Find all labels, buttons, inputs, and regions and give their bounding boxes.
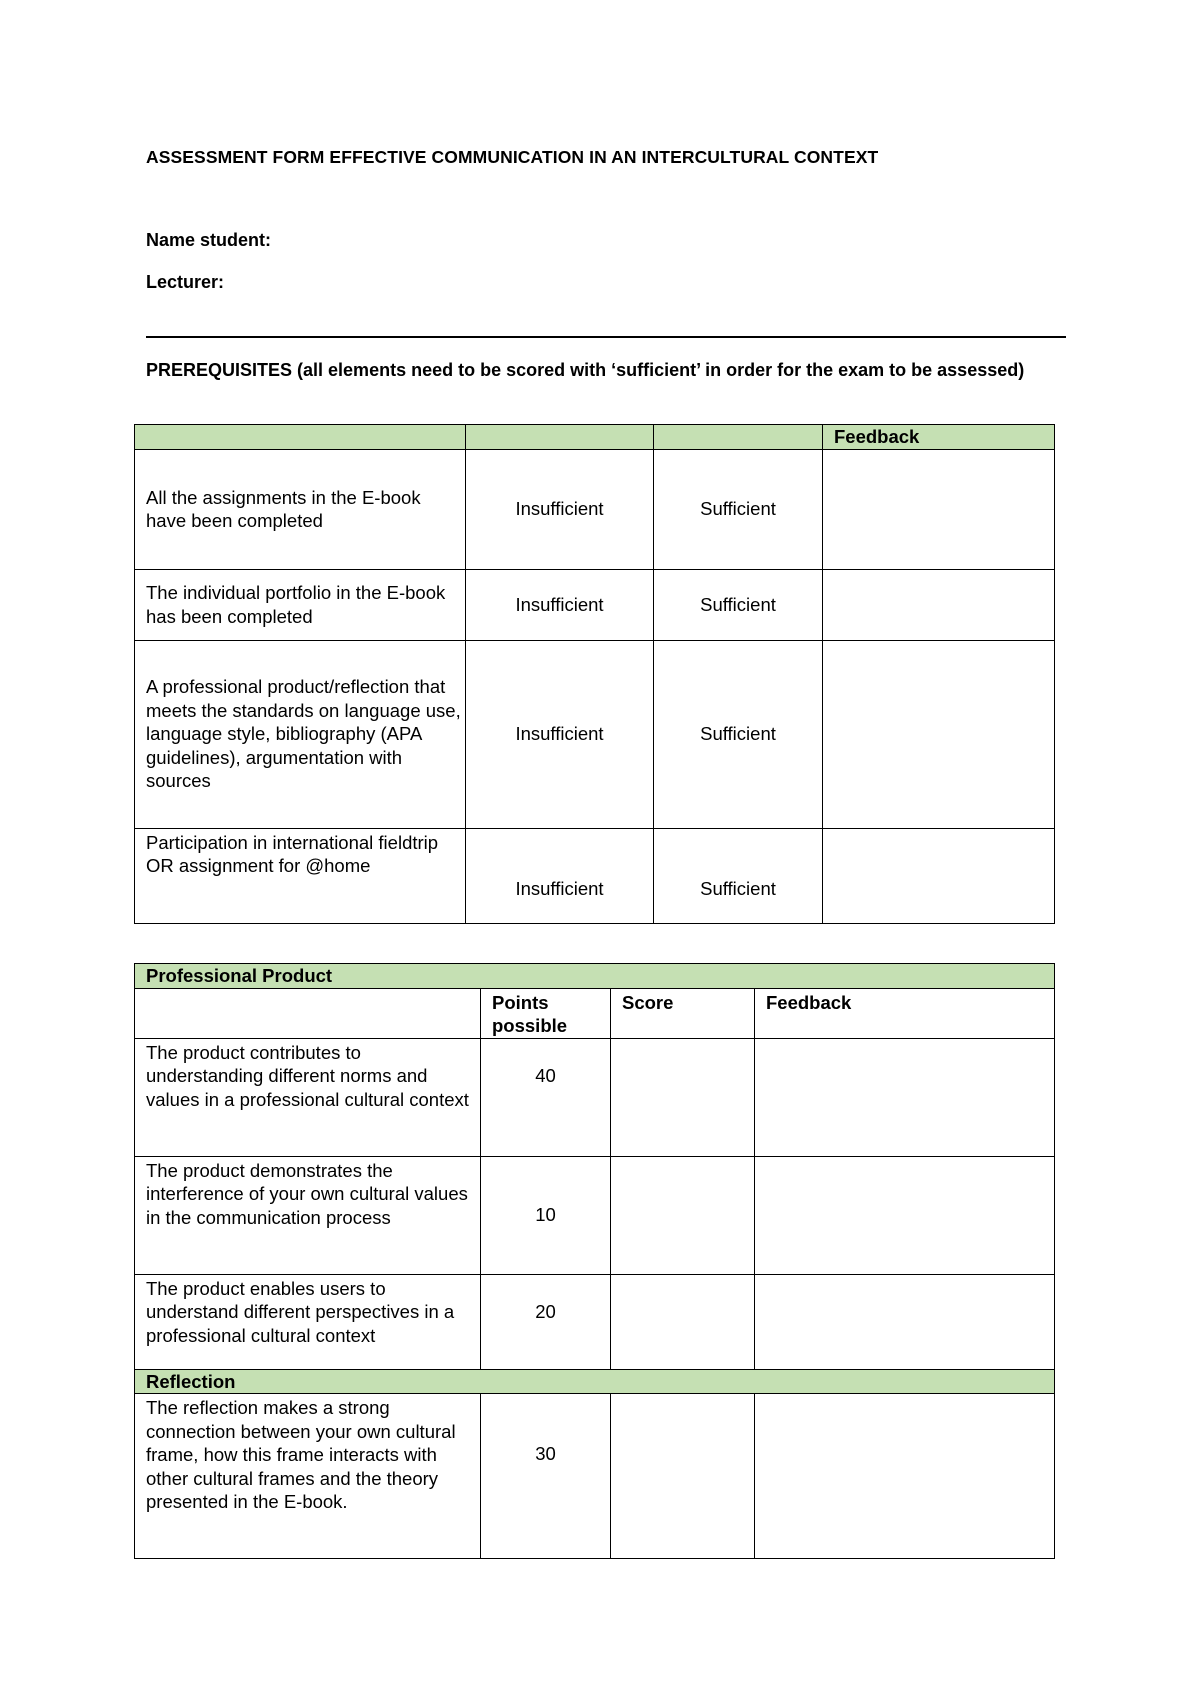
- table-row: [135, 640, 1055, 828]
- points-cell: 10: [481, 1156, 611, 1274]
- table-row: [135, 1156, 1055, 1274]
- criterion-cell: Participation in international fieldtrip OR assignment for @home: [135, 828, 466, 923]
- header-cell-sufficient: [654, 425, 823, 450]
- table-row: [135, 569, 1055, 640]
- points-cell: 30: [481, 1394, 611, 1559]
- lecturer-label: Lecturer:: [146, 272, 225, 292]
- section-header-row: [135, 964, 1055, 989]
- sufficient-option[interactable]: Sufficient: [654, 569, 823, 640]
- header-cell-criterion: [135, 425, 466, 450]
- prerequisites-header-row: [135, 425, 1055, 450]
- score-cell[interactable]: [611, 1274, 755, 1369]
- sufficient-option[interactable]: Sufficient: [654, 828, 823, 923]
- criterion-cell: The product contributes to understanding different norms and values in a professional cultural context: [135, 1038, 481, 1156]
- criterion-cell: The product demonstrates the interference of your own cultural values in the communication process: [135, 1156, 481, 1274]
- criterion-cell: A professional product/reflection that meets the standards on language use, language style, bibliography (APA guidelines), argumentation with sources: [135, 640, 466, 828]
- section-title-reflection: Reflection: [135, 1369, 1055, 1394]
- sufficient-option[interactable]: Sufficient: [654, 640, 823, 828]
- score-cell[interactable]: [611, 1156, 755, 1274]
- feedback-cell[interactable]: [823, 449, 1055, 569]
- criterion-cell: The reflection makes a strong connection between your own cultural frame, how this frame interacts with other cultural frames and the theory presented in the E-book.: [135, 1394, 481, 1559]
- header-cell-feedback: Feedback: [755, 988, 1055, 1038]
- assessment-table: [134, 963, 1055, 1559]
- feedback-cell[interactable]: [823, 640, 1055, 828]
- table-row: [135, 449, 1055, 569]
- insufficient-option[interactable]: Insufficient: [466, 828, 654, 923]
- feedback-cell[interactable]: [755, 1274, 1055, 1369]
- prerequisites-heading: PREREQUISITES (all elements need to be scored with ‘sufficient’ in order for the exam to be assessed): [146, 360, 1025, 380]
- feedback-cell[interactable]: [755, 1156, 1055, 1274]
- header-cell-feedback: Feedback: [823, 425, 1055, 450]
- header-cell-points: Points possible: [481, 988, 611, 1038]
- prerequisites-table: [134, 424, 1055, 924]
- sufficient-option[interactable]: Sufficient: [654, 449, 823, 569]
- divider-line: [146, 336, 1066, 338]
- feedback-cell[interactable]: [755, 1038, 1055, 1156]
- points-cell: 40: [481, 1038, 611, 1156]
- form-title: ASSESSMENT FORM EFFECTIVE COMMUNICATION IN AN INTERCULTURAL CONTEXT: [146, 147, 879, 167]
- feedback-cell[interactable]: [755, 1394, 1055, 1559]
- column-header-row: [135, 988, 1055, 1038]
- score-cell[interactable]: [611, 1038, 755, 1156]
- score-cell[interactable]: [611, 1394, 755, 1559]
- insufficient-option[interactable]: Insufficient: [466, 569, 654, 640]
- feedback-cell[interactable]: [823, 828, 1055, 923]
- table-row: [135, 1394, 1055, 1559]
- insufficient-option[interactable]: Insufficient: [466, 640, 654, 828]
- table-row: [135, 1274, 1055, 1369]
- points-cell: 20: [481, 1274, 611, 1369]
- table-row: [135, 1038, 1055, 1156]
- insufficient-option[interactable]: Insufficient: [466, 449, 654, 569]
- section-title-professional-product: Professional Product: [135, 964, 1055, 989]
- table-row: [135, 828, 1055, 923]
- feedback-cell[interactable]: [823, 569, 1055, 640]
- header-cell-score: Score: [611, 988, 755, 1038]
- criterion-cell: The product enables users to understand different perspectives in a professional cultural context: [135, 1274, 481, 1369]
- name-student-label: Name student:: [146, 230, 272, 250]
- section-header-row: [135, 1369, 1055, 1394]
- header-cell-criterion: [135, 988, 481, 1038]
- criterion-cell: All the assignments in the E-book have been completed: [135, 449, 466, 569]
- header-cell-insufficient: [466, 425, 654, 450]
- criterion-cell: The individual portfolio in the E-book has been completed: [135, 569, 466, 640]
